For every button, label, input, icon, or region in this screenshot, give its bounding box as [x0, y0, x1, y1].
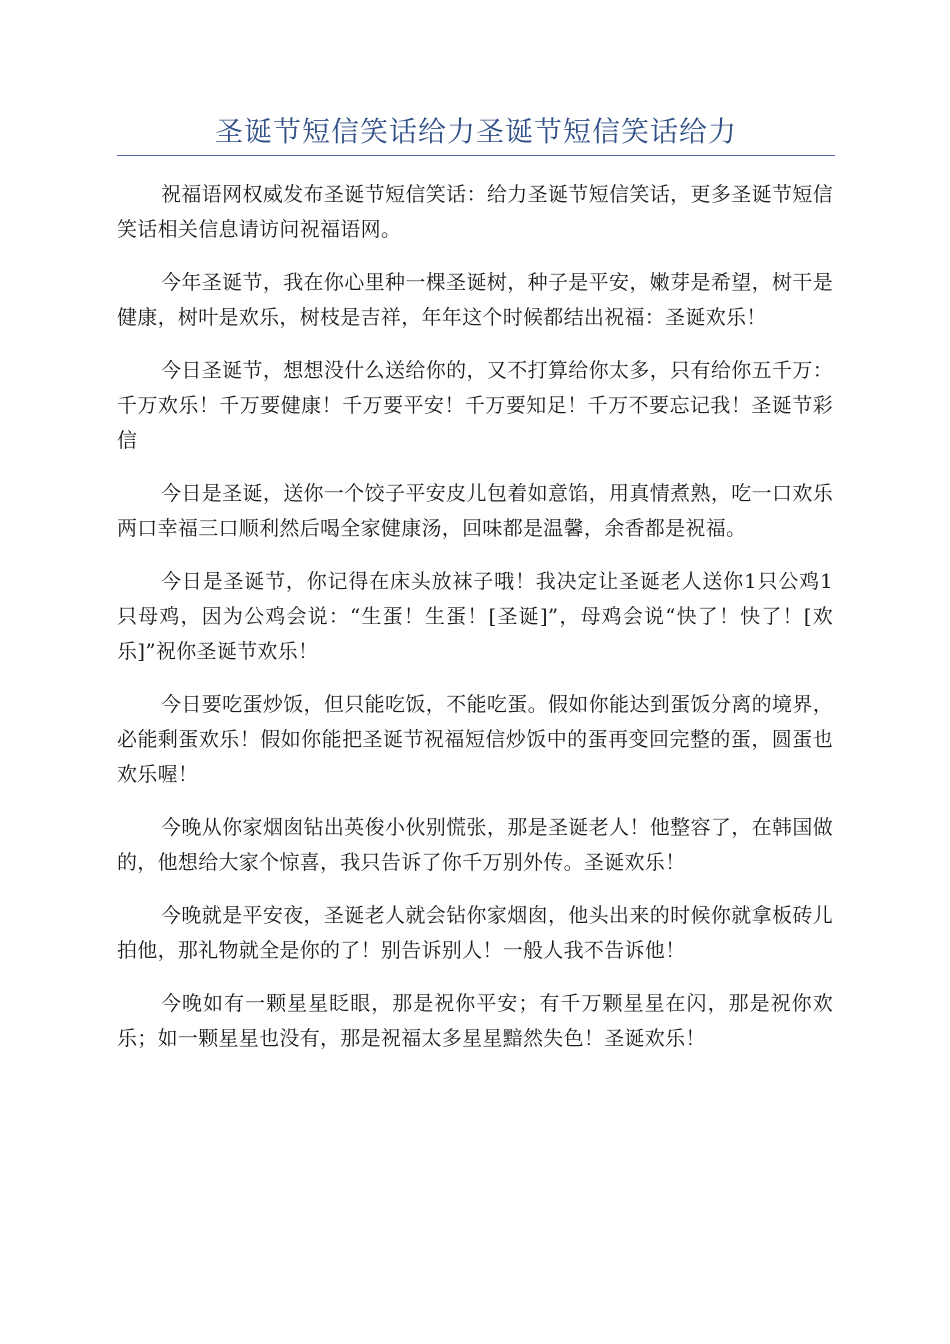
- document-title: 圣诞节短信笑话给力圣诞节短信笑话给力: [214, 115, 737, 148]
- paragraph: 今日要吃蛋炒饭，但只能吃饭，不能吃蛋。假如你能达到蛋饭分离的境界，必能剩蛋欢乐！假如你能把圣诞节祝福短信炒饭中的蛋再变回完整的蛋，圆蛋也欢乐喔！: [117, 692, 833, 786]
- paragraph: 今年圣诞节，我在你心里种一棵圣诞树，种子是平安，嫩芽是希望，树干是健康，树叶是欢乐，树枝是吉祥，年年这个时候都结出祝福：圣诞欢乐！: [117, 270, 833, 329]
- document-body: [117, 177, 833, 1074]
- paragraph: 今晚如有一颗星星眨眼，那是祝你平安；有千万颗星星在闪，那是祝你欢乐；如一颗星星也没有，那是祝福太多星星黯然失色！圣诞欢乐！: [117, 991, 833, 1050]
- title-underline: [117, 155, 835, 156]
- paragraph-intro: 祝福语网权威发布圣诞节短信笑话：给力圣诞节短信笑话，更多圣诞节短信笑话相关信息请访问祝福语网。: [117, 182, 833, 241]
- paragraph: 今日是圣诞节，你记得在床头放袜子哦！我决定让圣诞老人送你1只公鸡1只母鸡，因为公鸡会说：“生蛋！生蛋！[圣诞]”，母鸡会说“快了！快了！[欢乐]”祝你圣诞节欢乐！: [117, 569, 833, 663]
- paragraph: 今晚就是平安夜，圣诞老人就会钻你家烟囱，他头出来的时候你就拿板砖儿拍他，那礼物就全是你的了！别告诉别人！一般人我不告诉他！: [117, 903, 833, 962]
- paragraph: 今日是圣诞，送你一个饺子平安皮儿包着如意馅，用真情煮熟，吃一口欢乐两口幸福三口顺利然后喝全家健康汤，回味都是温馨，余香都是祝福。: [117, 481, 833, 540]
- paragraph: 今晚从你家烟囱钻出英俊小伙别慌张，那是圣诞老人！他整容了，在韩国做的，他想给大家个惊喜，我只告诉了你千万别外传。圣诞欢乐！: [117, 815, 833, 874]
- paragraph: 今日圣诞节，想想没什么送给你的，又不打算给你太多，只有给你五千万：千万欢乐！千万要健康！千万要平安！千万要知足！千万不要忘记我！圣诞节彩信: [117, 358, 833, 452]
